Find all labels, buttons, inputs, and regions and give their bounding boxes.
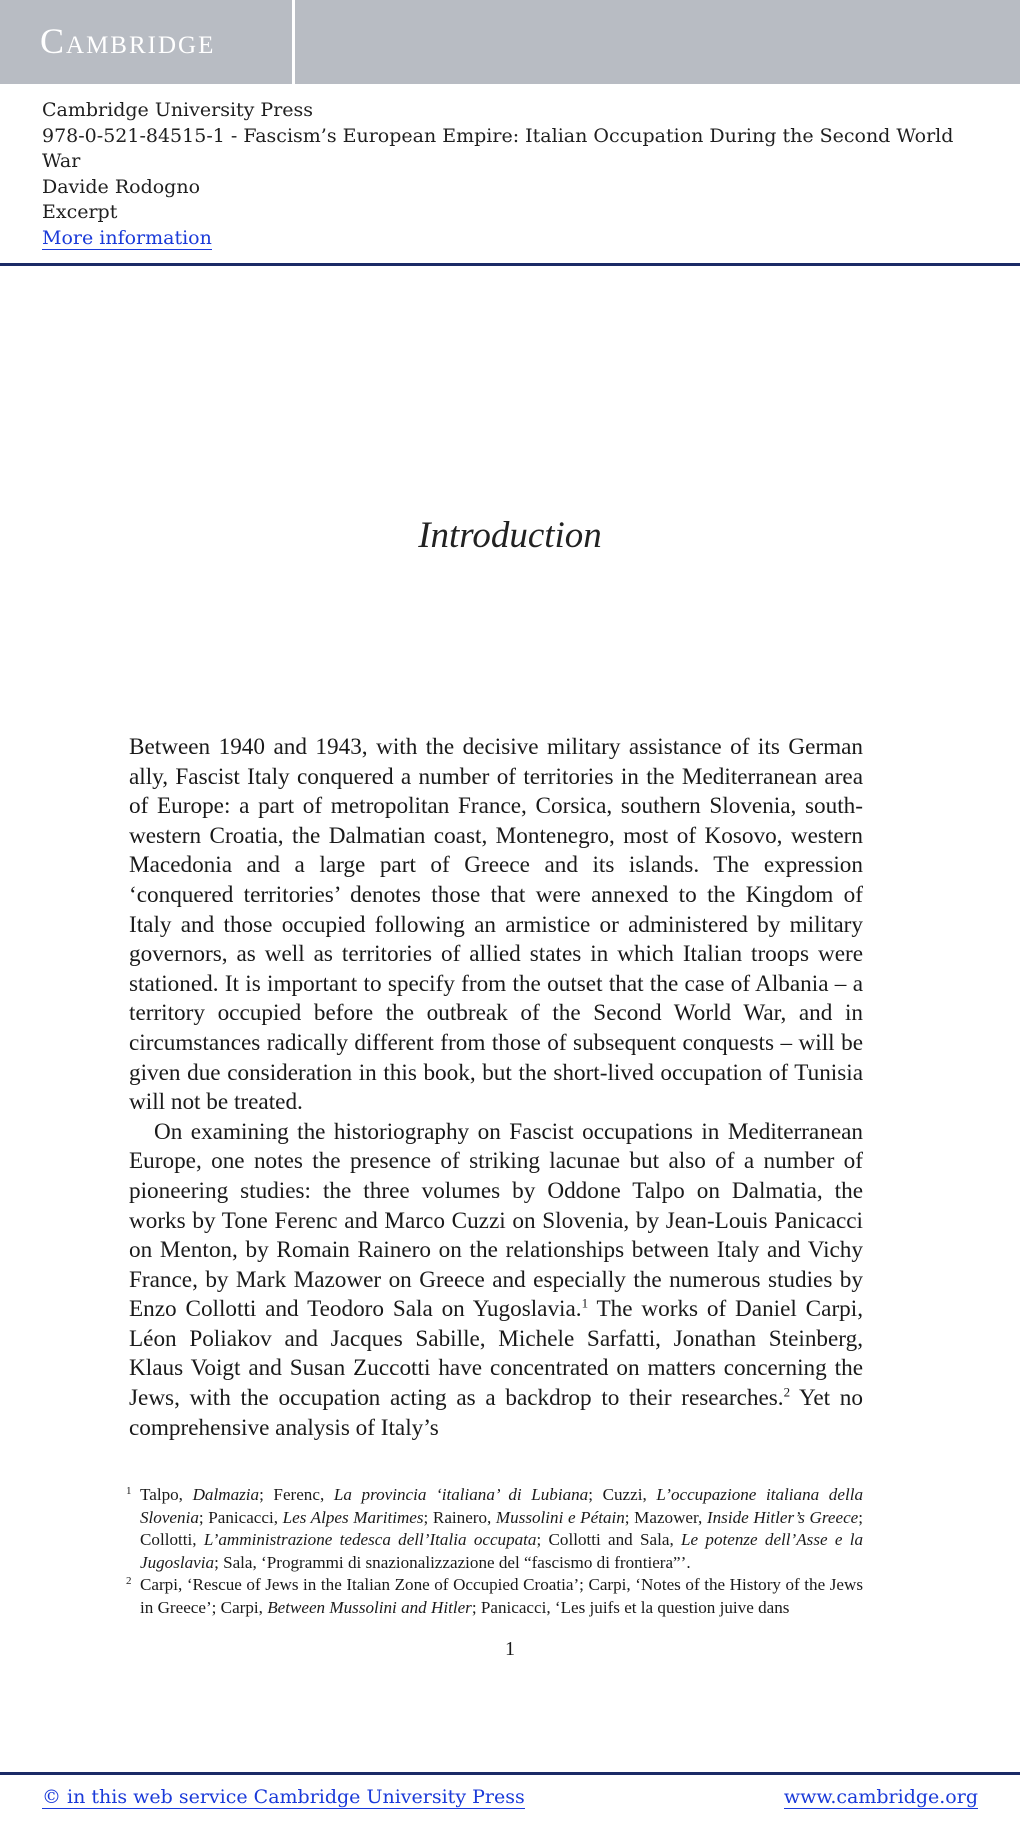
logo-text: Cambridge	[40, 21, 216, 61]
page-number: 1	[505, 1638, 515, 1660]
cambridge-website-link[interactable]: www.cambridge.org	[783, 1786, 978, 1808]
footer-divider	[0, 1772, 1020, 1775]
isbn-title: 978-0-521-84515-1 - Fascism’s European Empire: Italian Occupation During the Second World War	[42, 124, 954, 172]
footnote-2-mark: 2	[126, 1575, 132, 1587]
more-information-link[interactable]: More information	[42, 226, 212, 249]
paragraph-1: Between 1940 and 1943, with the decisive military assistance of its German ally, Fascist Italy conquered a number of territories in the Mediterranean area of Europe: a part of metropolitan France, Corsica, southern Slovenia, south-western Croatia, the Dalmatian coast, Montenegro, most of Kosovo, western Macedonia and a large part of Greece and its islands. The expression ‘conquered territories’ denotes those that were annexed to the Kingdom of Italy and those occupied following an armistice or administered by military governors, as well as territories of allied states in which Italian troops were stationed. It is important to specify from the outset that the case of Albania – a territory occupied before the outbreak of the Second World War, and in circumstances radically different from those of subsequent conquests – will be given due consideration in this book, but the short-lived occupation of Tunisia will not be treated.	[129, 734, 863, 1116]
footnote-ref-1[interactable]: 1	[581, 1295, 589, 1311]
book-metadata	[42, 98, 992, 251]
publisher-name: Cambridge University Press	[42, 99, 314, 121]
cambridge-logo[interactable]	[0, 0, 295, 84]
footnote-1: 1 Talpo, Dalmazia; Ferenc, La provincia ‘italiana’ di Lubiana; Cuzzi, L’occupazione italiana della Slovenia; Panicacci, Les Alpes Maritimes; Rainero, Mussolini e Pétain; Mazower, Inside Hitler’s Greece; Collotti, L’amministrazione tedesca dell’Italia occupata; Collotti and Sala, Le potenze dell’Asse e la Jugoslavia; Sala, ‘Programmi di snazionalizzazione del “fascismo di frontiera”’.	[129, 1484, 863, 1574]
paragraph-2: On examining the historiography on Fascist occupations in Mediterranean Europe, one notes the presence of striking lacunae but also of a number of pioneering studies: the three volumes by Oddone Talpo on Dalmatia, the works by Tone Ferenc and Marco Cuzzi on Slovenia, by Jean-Louis Panicacci on Menton, by Romain Rainero on the relationships between Italy and Vichy France, by Mark Mazower on Greece and especially the numerous studies by Enzo Collotti and Teodoro Sala on Yugoslavia.$^1$ The works of Daniel Carpi, Léon Poliakov and Jacques Sabille, Michele Sarfatti, Jonathan Steinberg, Klaus Voigt and Susan Zuccotti have concentrated on matters concerning the Jews, with the occupation acting as a backdrop to their researches.$^2$ Yet no comprehensive analysis of Italy’s	[129, 1118, 863, 1441]
header-divider	[0, 263, 1020, 266]
copyright-link[interactable]: © in this web service Cambridge University Press	[42, 1786, 525, 1808]
footnote-2: 2 Carpi, ‘Rescue of Jews in the Italian Zone of Occupied Croatia’; Carpi, ‘Notes of the History of the Jews in Greece’; Carpi, Between Mussolini and Hitler; Panicacci, ‘Les juifs et la question juive dans	[129, 1574, 863, 1619]
footnote-ref-2[interactable]: 2	[783, 1384, 791, 1400]
excerpt-label: Excerpt	[42, 201, 118, 223]
chapter-title: Introduction	[418, 515, 602, 556]
author-name: Davide Rodogno	[42, 175, 201, 198]
footnotes	[126, 1484, 864, 1619]
body-text	[129, 733, 863, 1443]
header-banner	[0, 0, 1020, 84]
footnote-1-mark: 1	[126, 1485, 132, 1497]
